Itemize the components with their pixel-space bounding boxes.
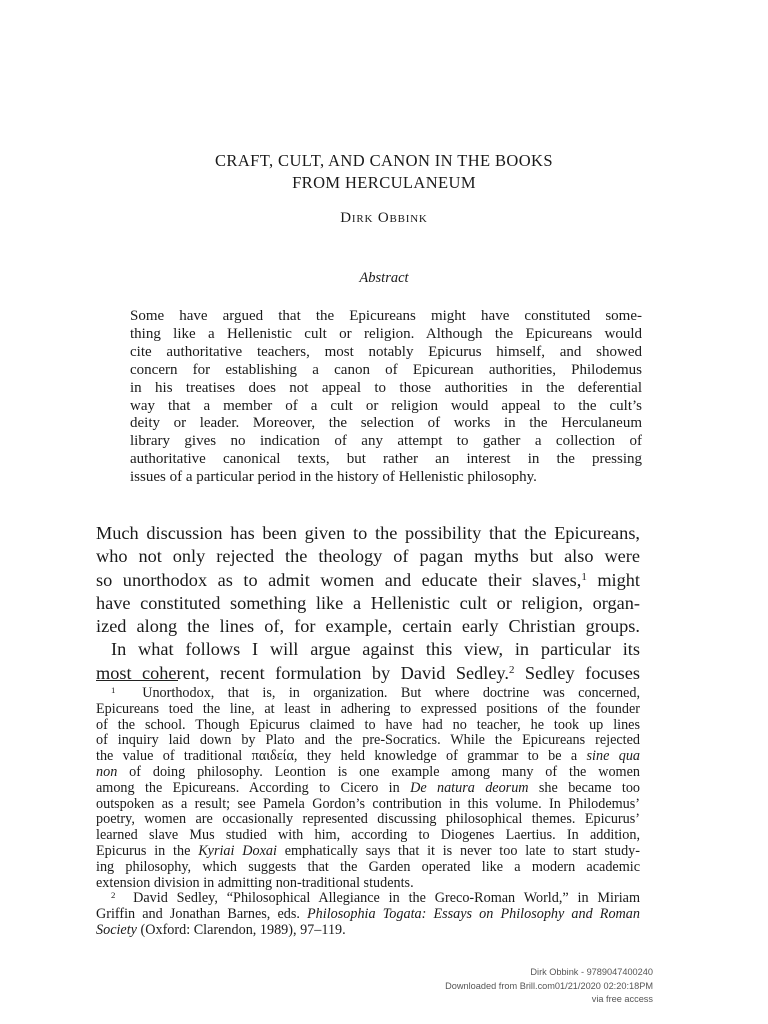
footer-line: Dirk Obbink - 9789047400240 [530,967,653,977]
body-line: so unorthodox as to admit women and educate their slaves,$^1$ might [96,569,640,590]
footnote-2: $^2$ David Sedley, “Philosophical Allegiance in the Greco-Roman World,” in Miriam Griffin and Jonathan Barnes, eds. Philosophia Togata: Essays on Philosophy and Roman Society (Oxford: Clarendon, 1989), 97–119. [96,890,640,938]
footnote-1: $^1$ Unorthodox, that is, in organization. But where doctrine was concerned, Epicureans toed the line, at least in adhering to expressed positions of the founder of the school. Though Epicurus claimed to have had no teacher, he took up lines of inquiry laid down by Plato and the pre-Socratics. While the Epicureans rejected the value of traditional παιδεία, they held knowledge of grammar to be a sine qua non of doing philosophy. Leontion is one example among many of the women among the Epicureans. According to Cicero in De natura deorum she became too outspoken as a result; see Pamela Gordon’s contribution in this volume. In Philodemus’ poetry, women are occasionally represented discussing philosophical themes. Epicurus’ learned slave Mus studied with him, according to Diogenes Laertius. In addition, Epicurus in the Kyriai Doxai emphatically says that it is never too late to start study- ing philosophy, which suggests that the Garden operated like a modern academic extension division in admitting non-traditional students. [96,685,641,891]
abstract-text [130,308,642,487]
abstract-line: authoritative canonical texts, but rather an interest in the pressing [130,451,642,468]
body-line: Much discussion has been given to the possibility that the Epicureans, [96,523,640,543]
abstract-line: in his treatises does not appeal to those authorities in the deferential [130,379,642,396]
chapter-title [96,150,672,194]
footnote-marker: 1 [111,685,116,696]
footer-line: Downloaded from Brill.com01/21/2020 02:20:18PM [445,980,653,991]
download-footer [445,966,653,1007]
body-line: have constituted something like a Hellenistic cult or religion, organ- [96,592,640,613]
abstract-heading: Abstract [359,270,409,286]
abstract-line: way that a member of a cult or religion would appeal to the cult’s [130,397,642,414]
body-line: In what follows I will argue against this view, in particular its [111,639,640,660]
chapter-title-line-2: FROM HERCULANEUM [292,173,476,192]
body-line: who not only rejected the theology of pagan myths but also were [96,546,640,567]
footnote-divider [96,680,178,681]
body-text [96,522,640,685]
author-name: Dirk Obbink [340,210,428,226]
footnote-ref-1[interactable]: 1 [581,570,587,583]
body-line: ized along the lines of, for example, certain early Christian groups. [96,616,640,637]
abstract-line: Some have argued that the Epicureans might have constituted some- [130,308,642,324]
body-line: most coherent, recent formulation by David Sedley.$^2$ Sedley focuses [96,662,640,683]
footnote-ref-2[interactable]: 2 [508,663,515,676]
chapter-title-line-1: CRAFT, CULT, AND CANON IN THE BOOKS [215,151,553,170]
footnote-marker: 2 [111,890,116,901]
abstract-line: concern for establishing a canon of Epicurean authorities, Philodemus [130,361,642,378]
abstract-line: cite authoritative teachers, most notably Epicurus himself, and showed [130,343,642,360]
footer-line: via free access [591,994,653,1004]
abstract-line: library gives no indication of any attempt to gather a collection of [130,433,642,450]
abstract-line: issues of a particular period in the history of Hellenistic philosophy. [130,469,537,486]
footnotes [96,686,640,939]
abstract-line: thing like a Hellenistic cult or religion. Although the Epicureans would [130,325,642,342]
abstract-line: deity or leader. Moreover, the selection of works in the Herculaneum [130,415,642,432]
